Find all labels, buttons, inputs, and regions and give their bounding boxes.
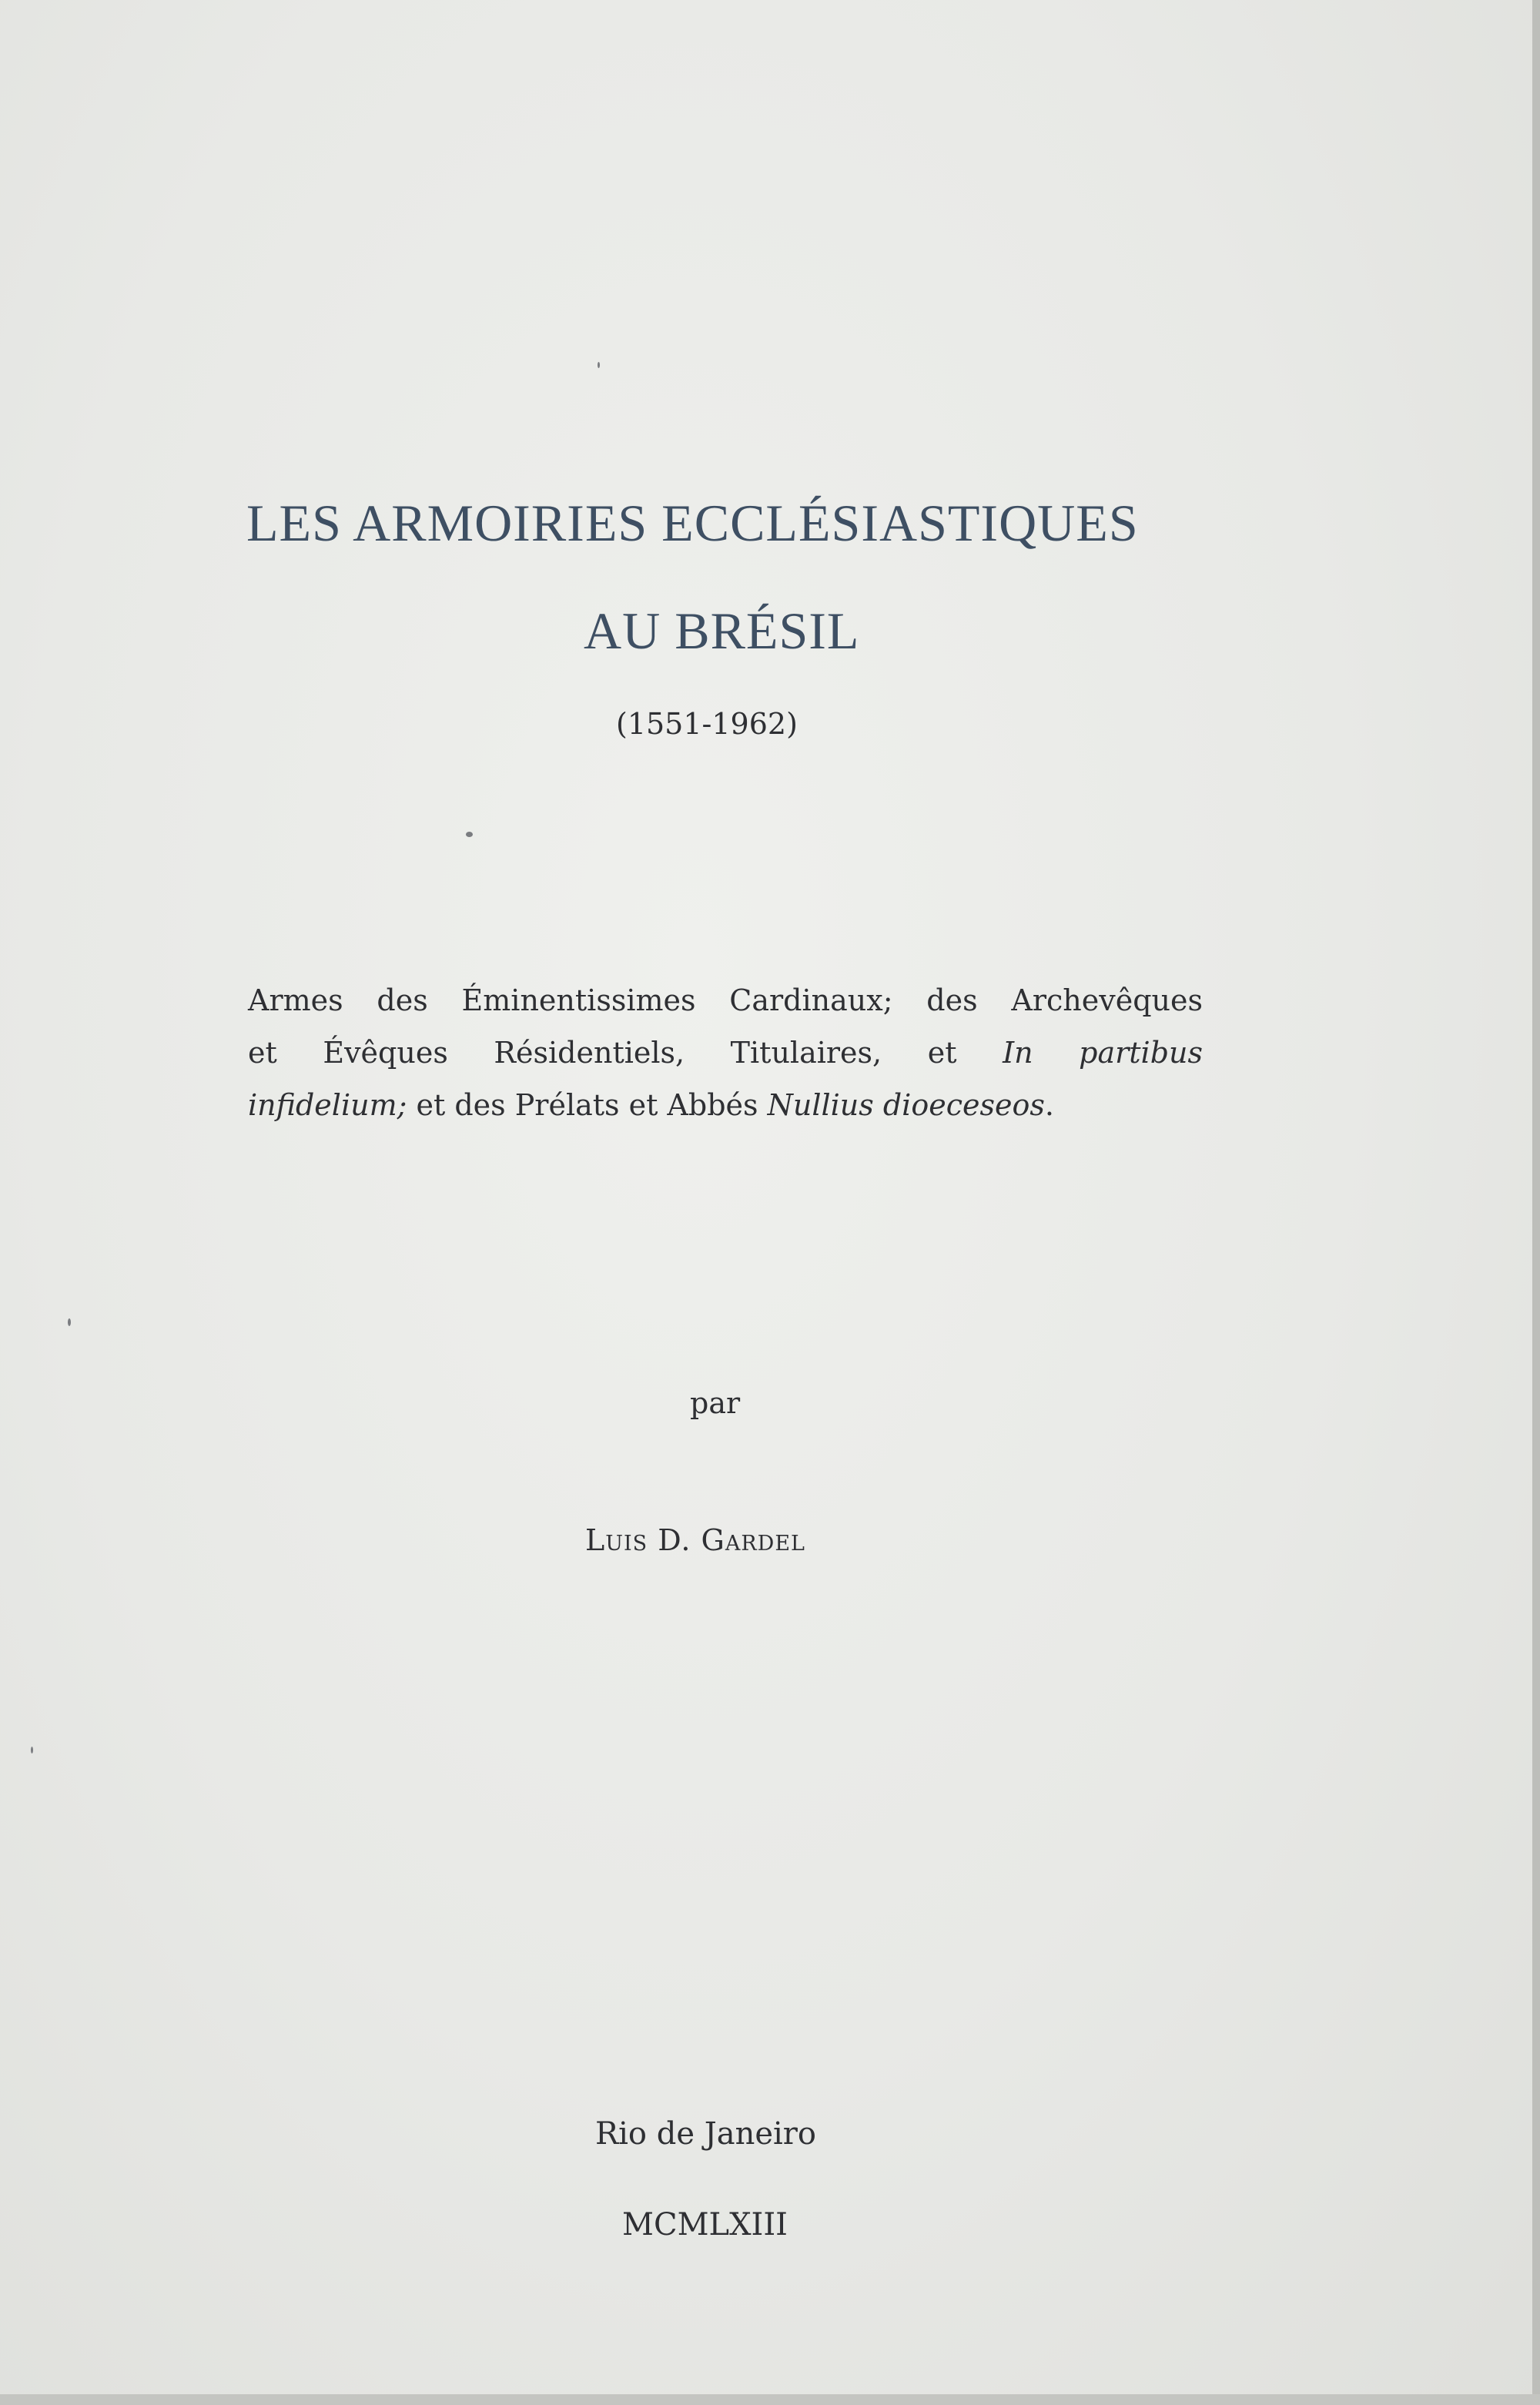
description-line-2-italic: In partibus [1003,1036,1204,1070]
book-title-line-1: LES ARMOIRIES ECCLÉSIASTIQUES [246,494,1139,552]
description-line-2 [248,1027,1203,1079]
description-line-3-text: et des Prélats et Abbés [407,1088,768,1122]
paper-speck [466,832,473,837]
paper-speck [598,362,600,368]
description-line-3-italic-b: Nullius dioeceseos [767,1088,1045,1122]
description-line-1-text: Armes des Éminentissimes Cardinaux; des Archevêques [248,983,1203,1017]
page-edge-bottom [0,2394,1540,2405]
paper-speck [31,1747,33,1754]
description-line-3-end: . [1044,1088,1054,1122]
date-range: (1551-1962) [616,707,798,741]
paper-speck [68,1318,71,1326]
description-line-2-text: et Évêques Résidentiels, Titulaires, et [248,1036,1003,1070]
by-label: par [690,1386,741,1420]
subtitle-description [248,974,1203,1131]
description-line-1 [248,974,1203,1027]
publication-year: MCMLXIII [622,2207,788,2243]
description-line-3-italic-a: infidelium; [248,1088,407,1122]
publication-place: Rio de Janeiro [595,2116,817,2152]
author-name: Luis D. Gardel [585,1523,805,1557]
description-line-3 [248,1079,1203,1131]
book-title-line-2: AU BRÉSIL [584,601,860,660]
page-edge-right [1532,0,1540,2405]
